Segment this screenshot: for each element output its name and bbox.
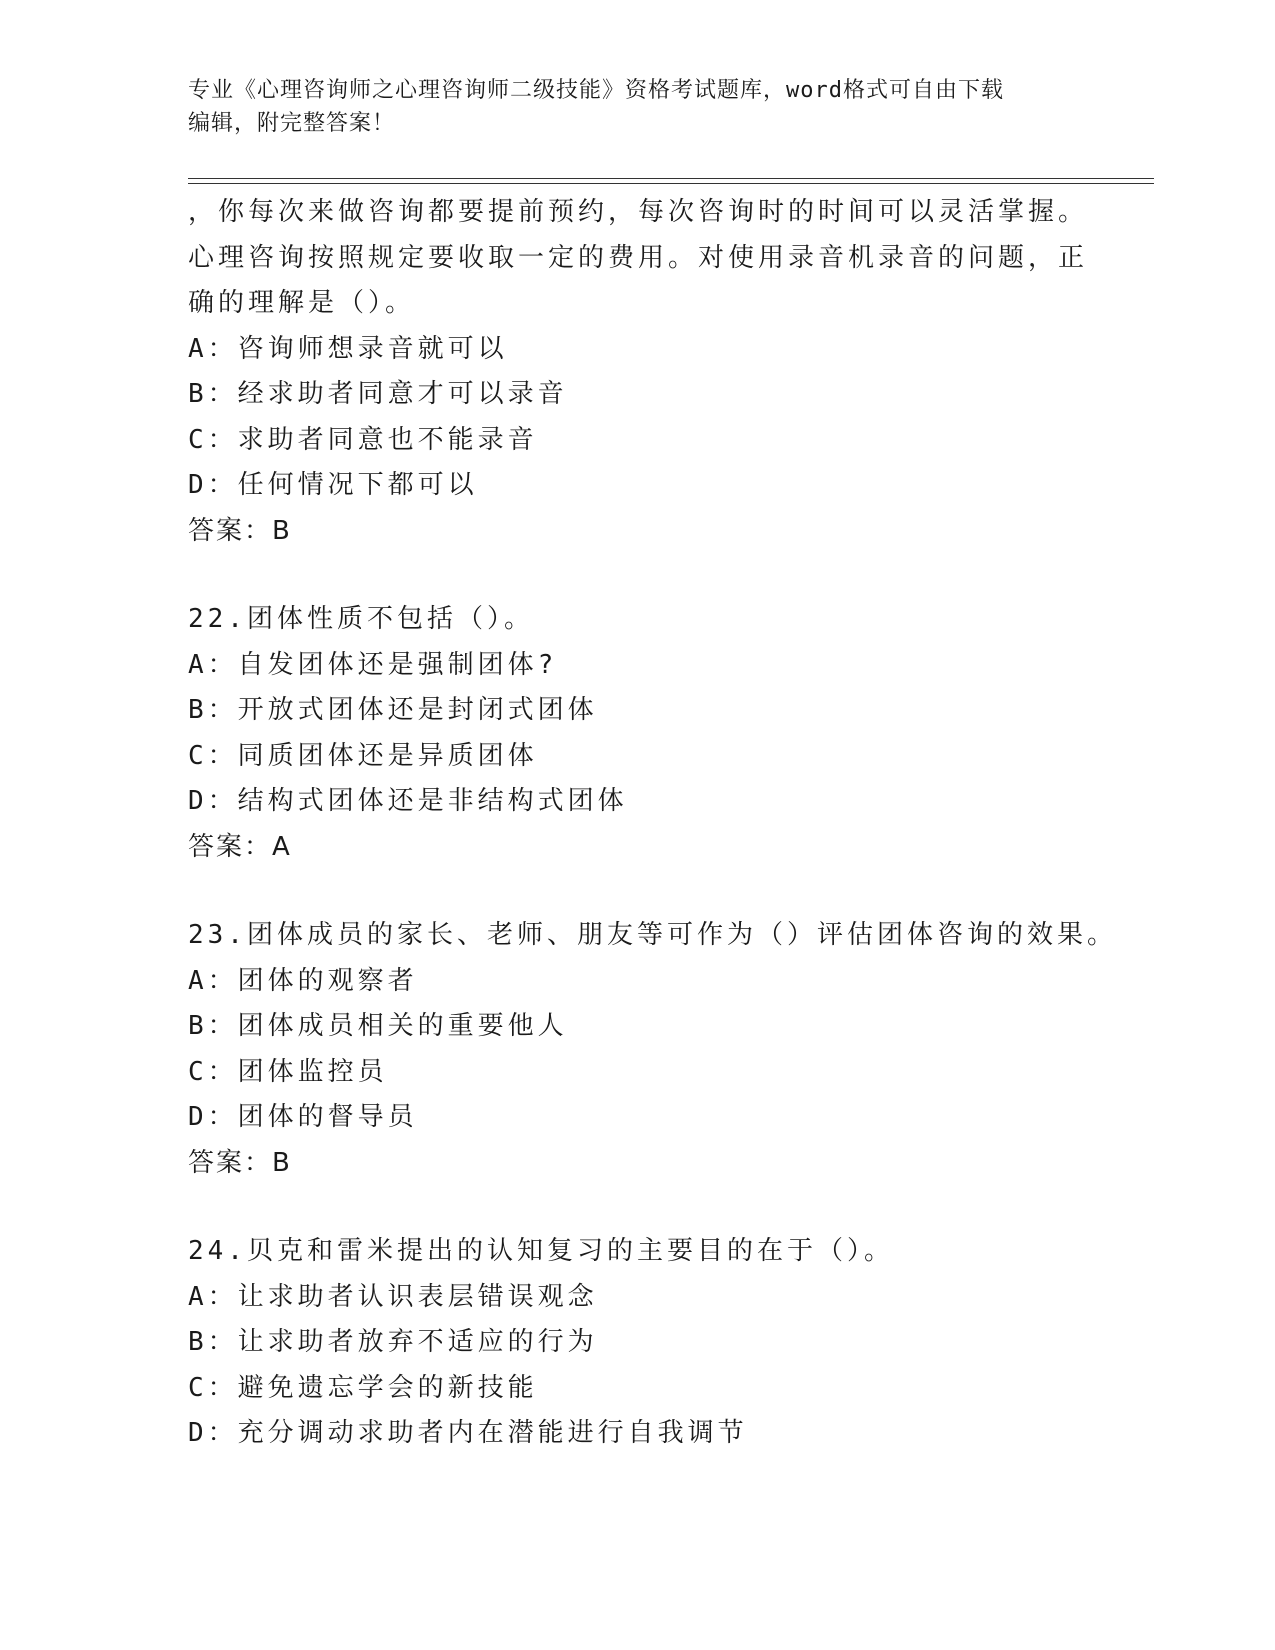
option-a: A：咨询师想录音就可以 — [188, 333, 508, 364]
option-c: C：求助者同意也不能录音 — [188, 424, 538, 455]
header-line-2: 编辑，附完整答案！ — [188, 111, 396, 136]
option-c: C：同质团体还是异质团体 — [188, 740, 538, 771]
question-23 — [188, 913, 1117, 1186]
spacer — [188, 1186, 1088, 1229]
answer: 答案：A — [188, 831, 292, 862]
option-c: C：避免遗忘学会的新技能 — [188, 1372, 538, 1403]
answer: 答案：B — [188, 515, 292, 546]
option-d: D：充分调动求助者内在潜能进行自我调节 — [188, 1418, 748, 1448]
option-b: B：经求助者同意才可以录音 — [188, 379, 568, 409]
option-a: A：自发团体还是强制团体? — [188, 649, 558, 680]
option-d: D：团体的督导员 — [188, 1102, 418, 1132]
question-text: 23.团体成员的家长、老师、朋友等可作为（）评估团体咨询的效果。 — [188, 920, 1117, 950]
header-line-1: 专业《心理咨询师之心理咨询师二级技能》资格考试题库，word格式可自由下载 — [188, 78, 1004, 103]
question-text: 24.贝克和雷米提出的认知复习的主要目的在于（）。 — [188, 1236, 894, 1266]
question-22 — [188, 597, 1088, 870]
answer: 答案：B — [188, 1147, 292, 1178]
question-24 — [188, 1229, 1088, 1457]
option-a: A：团体的观察者 — [188, 965, 418, 996]
option-b: B：团体成员相关的重要他人 — [188, 1011, 568, 1041]
option-b: B：开放式团体还是封闭式团体 — [188, 695, 598, 725]
header-divider-bottom — [188, 183, 1154, 184]
option-a: A：让求助者认识表层错误观念 — [188, 1281, 598, 1312]
question-text-line: 心理咨询按照规定要收取一定的费用。对使用录音机录音的问题，正 — [188, 242, 1089, 273]
option-b: B：让求助者放弃不适应的行为 — [188, 1327, 598, 1357]
question-text: 22.团体性质不包括（）。 — [188, 604, 534, 634]
document-header — [188, 74, 1088, 140]
question-list — [188, 190, 1117, 1457]
option-d: D：结构式团体还是非结构式团体 — [188, 786, 628, 816]
option-d: D：任何情况下都可以 — [188, 470, 478, 500]
spacer — [188, 870, 1088, 913]
question-text-line: 确的理解是（）。 — [188, 288, 416, 318]
question-21 — [188, 190, 1088, 554]
question-text-line: ，你每次来做咨询都要提前预约，每次咨询时的时间可以灵活掌握。 — [188, 197, 1089, 227]
option-c: C：团体监控员 — [188, 1056, 388, 1087]
spacer — [188, 554, 1088, 597]
header-divider-top — [188, 178, 1154, 179]
